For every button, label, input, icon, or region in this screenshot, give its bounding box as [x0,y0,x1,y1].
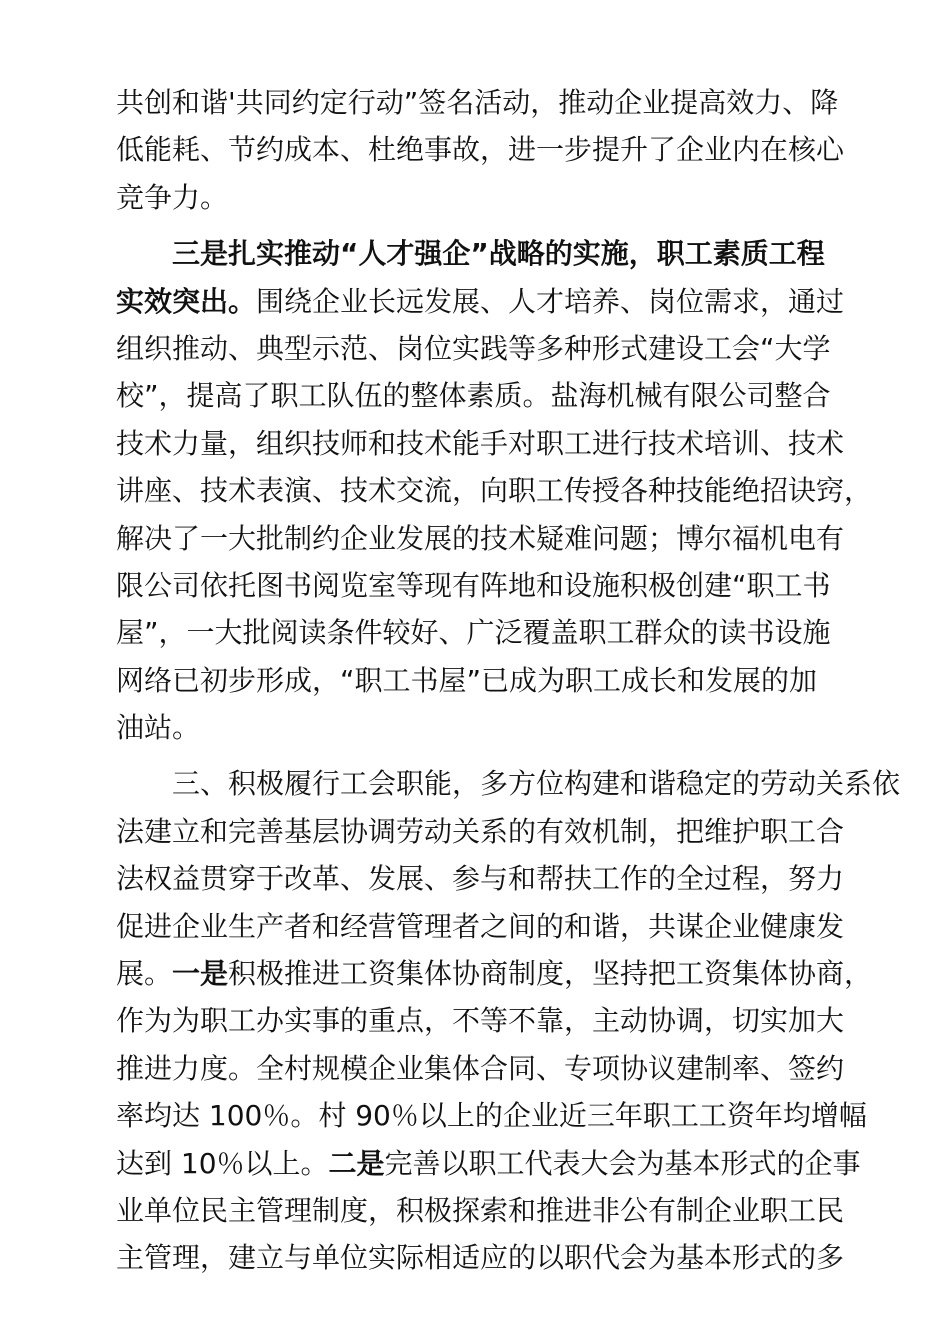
text-run: 竞争力。 [116,180,229,214]
text-run: 解决了一大批制约企业发展的技术疑难问题；博尔福机电有 [116,521,845,555]
text-line [116,425,846,463]
text-run: 限公司依托图书阅览室等现有阵地和设施积极创建“职工书 [116,568,831,602]
bold-text-run: 实效突出。 [116,284,257,318]
text-line [116,662,846,700]
text-line [116,131,846,169]
text-line [116,813,846,851]
document-body [116,84,901,1287]
text-line [116,330,846,368]
paragraph [116,84,846,217]
text-run: 积极推进工资集体协商制度，坚持把工资集体协商， [228,957,873,991]
text-line [116,84,846,122]
paragraph [116,226,873,747]
text-line [116,1239,846,1277]
text-run: 展。 [116,957,173,991]
text-run: 率均达 100％。村 90％以上的企业近三年职工工资年均增幅 [116,1099,867,1133]
text-run: 讲座、技术表演、技术交流，向职工传授各种技能绝招诀窍， [116,474,873,508]
text-run: 法建立和完善基层协调劳动关系的有效机制，把维护职工合 [116,814,845,848]
text-run: 技术力量，组织技师和技术能手对职工进行技术培训、技术 [116,426,845,460]
text-run: 业单位民主管理制度，积极探索和推进非公有制企业职工民 [116,1193,845,1227]
text-run: 达到 10％以上。 [116,1146,329,1180]
text-run: 共创和谐'共同约定行动”签名活动，推动企业提高效力、降 [116,86,839,119]
paragraph-gap [116,756,846,765]
bold-text-run: 二是 [328,1146,385,1180]
text-run: 校”，提高了职工队伍的整体素质。盐海机械有限公司整合 [116,379,831,413]
text-line [116,955,873,993]
text-run: 围绕企业长远发展、人才培养、岗位需求，通过 [256,284,845,318]
text-line [116,377,846,415]
text-line [116,614,846,652]
text-line [116,1050,846,1088]
text-run: 完善以职工代表大会为基本形式的企事 [384,1146,861,1180]
text-line [116,1097,867,1135]
text-line [116,472,873,510]
text-run: 三、积极履行工会职能，多方位构建和谐稳定的劳动关系依 [172,767,901,801]
text-run: 促进企业生产者和经营管理者之间的和谐，共谋企业健康发 [116,909,845,943]
text-line [116,1002,846,1040]
paragraph-gap [116,226,846,235]
text-run: 推进力度。全村规模企业集体合同、专项协议建制率、签约 [116,1051,845,1085]
text-line [116,1145,861,1183]
text-run: 低能耗、节约成本、杜绝事故，进一步提升了企业内在核心 [116,133,845,167]
text-run: 油站。 [116,711,201,745]
text-run: 组织推动、典型示范、岗位实践等多种形式建设工会“大学 [116,331,831,365]
text-line [116,860,846,898]
text-line [116,765,901,803]
text-run: 主管理，建立与单位实际相适应的以职代会为基本形式的多 [116,1241,845,1275]
text-run: 法权益贯穿于改革、发展、参与和帮扶工作的全过程，努力 [116,862,845,896]
bold-text-run: 三是扎实推动“人才强企”战略的实施，职工素质工程 [172,237,825,271]
text-line [116,520,846,558]
text-line [116,908,846,946]
text-line [116,235,846,273]
text-line [116,709,846,747]
text-line [116,179,846,217]
bold-text-run: 一是 [172,957,229,991]
text-run: 作为为职工办实事的重点，不等不靠，主动协调，切实加大 [116,1004,845,1038]
text-run: 网络已初步形成，“职工书屋”已成为职工成长和发展的加 [116,663,818,697]
text-line [116,567,846,605]
paragraph [116,756,901,1277]
text-line [116,1192,846,1230]
text-line [116,283,846,321]
text-run: 屋”，一大批阅读条件较好、广泛覆盖职工群众的读书设施 [116,616,831,650]
